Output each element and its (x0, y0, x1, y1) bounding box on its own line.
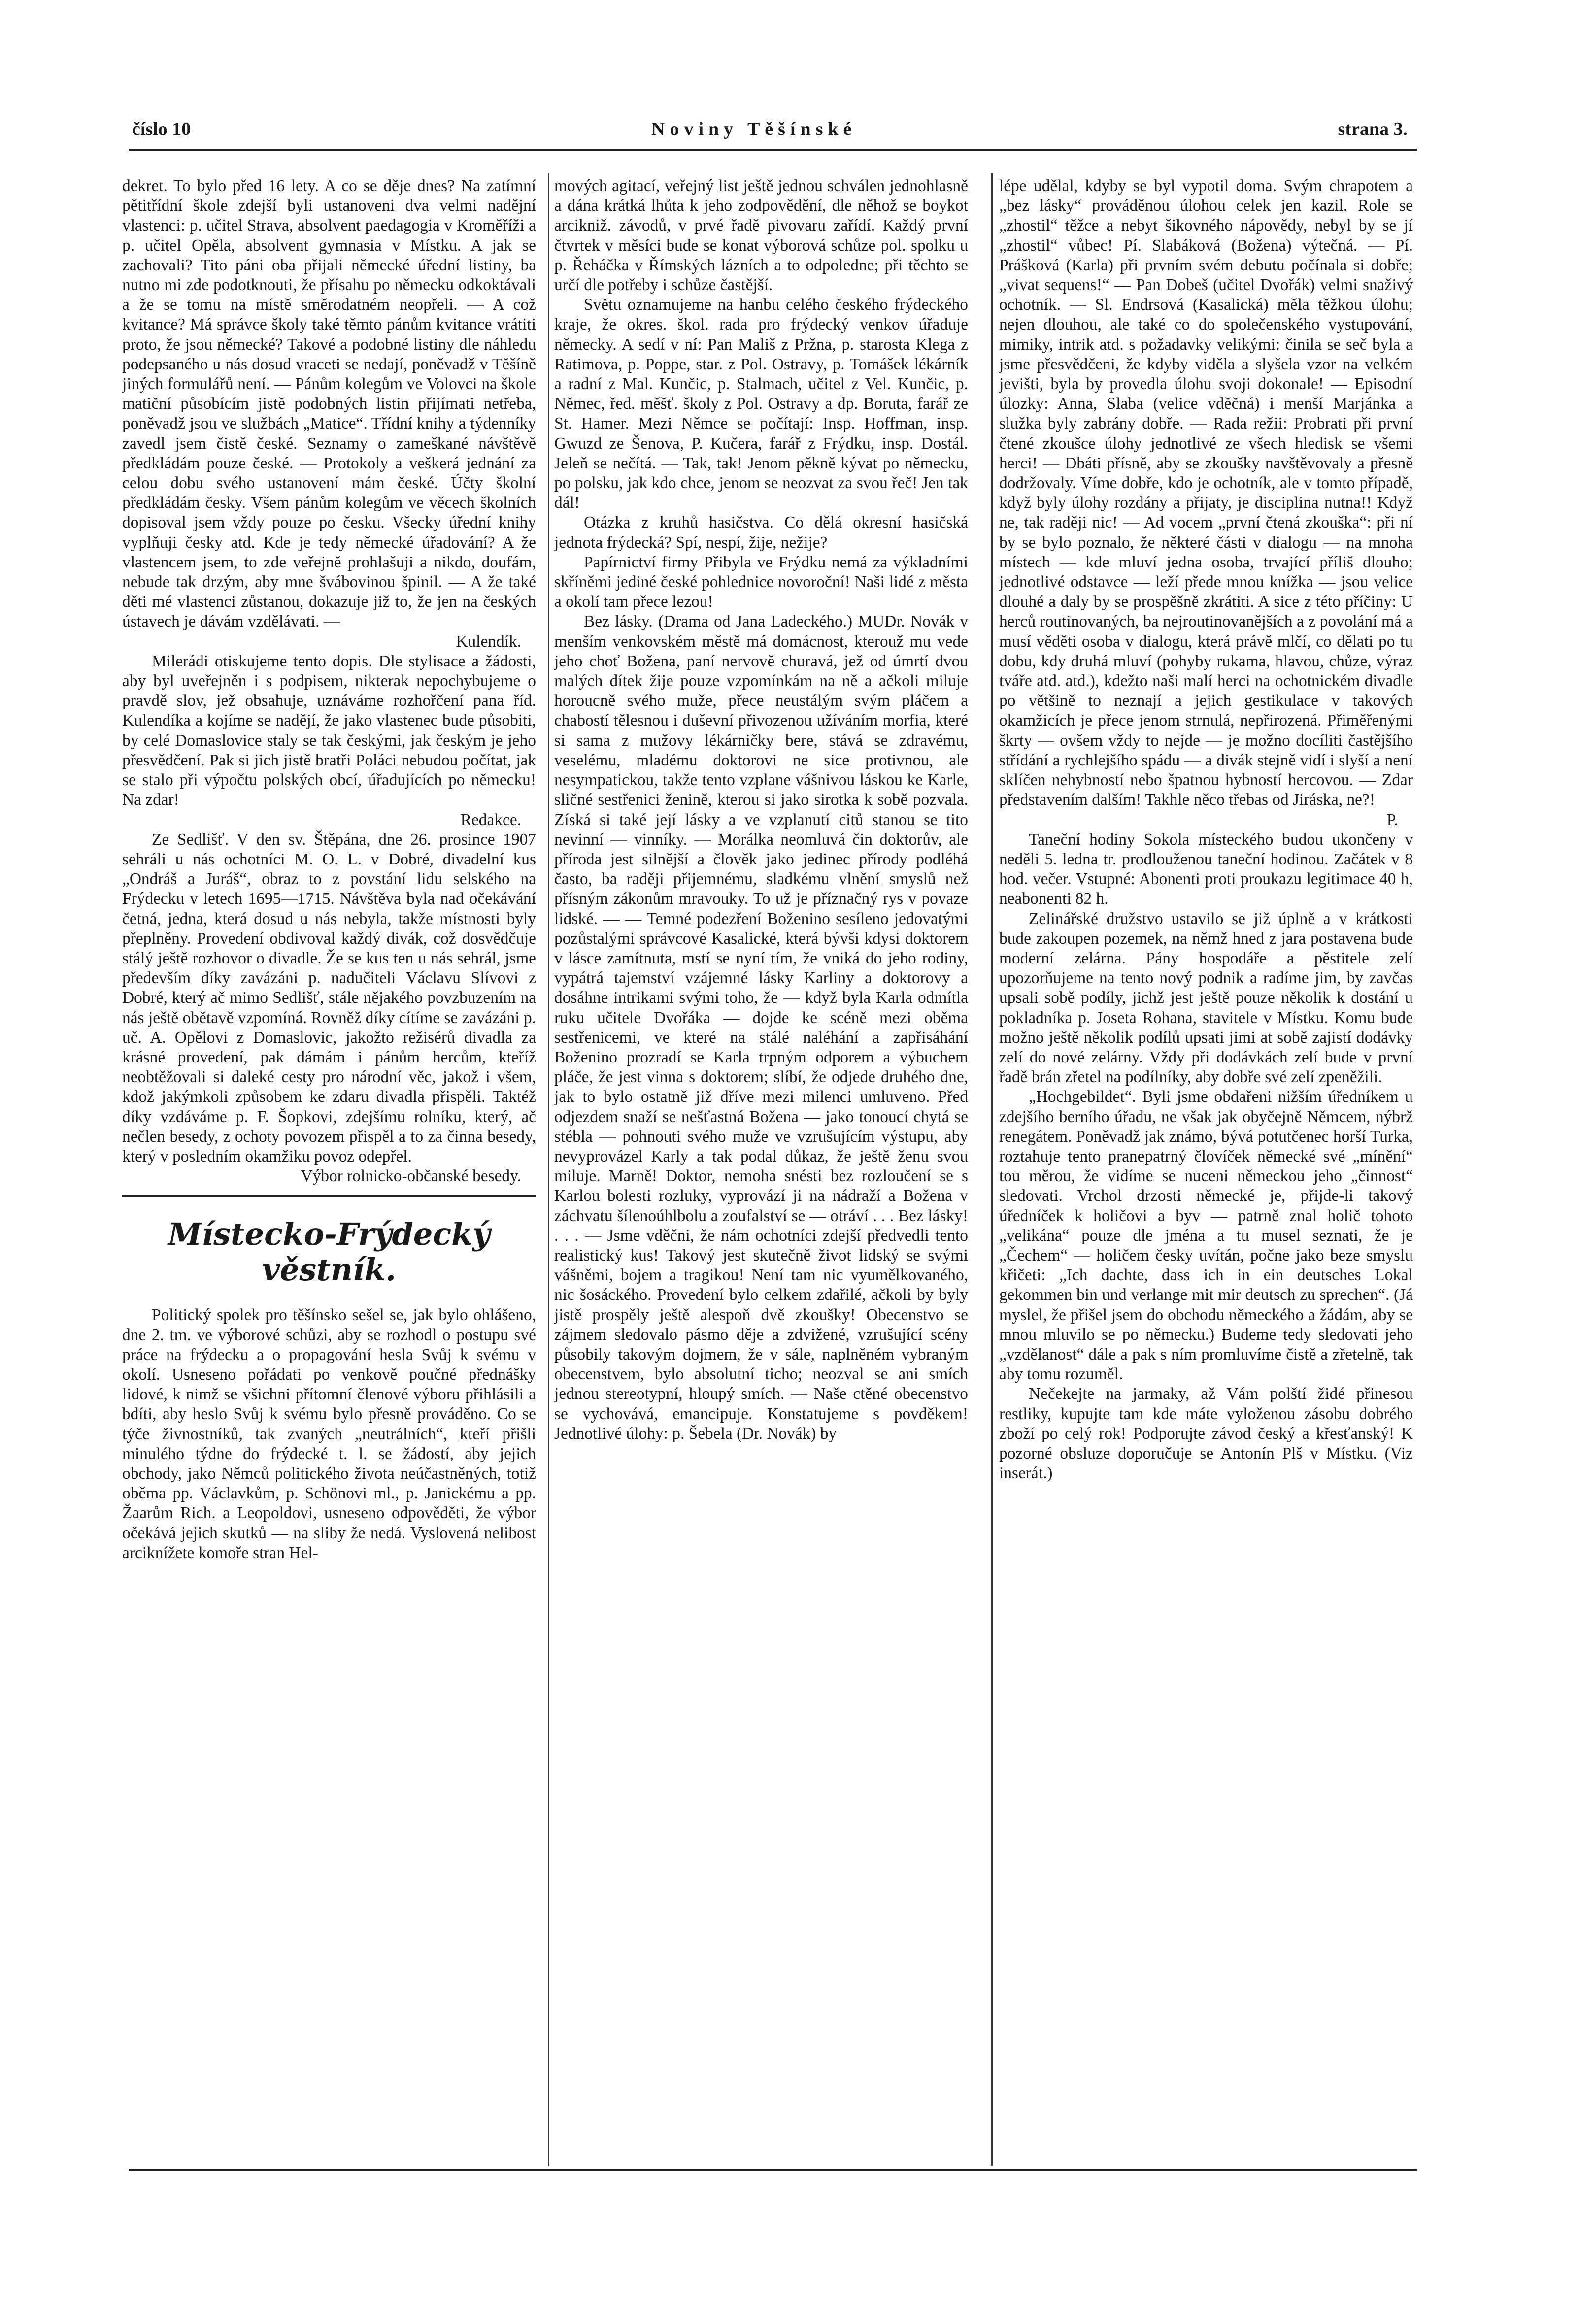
column-1 (122, 176, 536, 2166)
review-continuation: lépe udělal, kdyby se byl vypotil doma. Svým chrapotem a „bez lásky“ prováděnou úlohou celek jen kazil. Role se „zhostil“ těžce a nebyt šikovného nápovědy, nebyl by se jí „zhostil“ vůbec! Pí. Slabáková (Božena) výtečná. — Pí. Prášková (Karla) při prvním svém debutu počínala si dobře; „vivat sequens!“ — Pan Dobeš (učitel Dvořák) velmi snaživý ochotník. — Sl. Endrsová (Kasalická) měla těžkou úlohu; nejen dlouhou, ale také co do společenského vystupování, mimiky, intrik atd. s požadavky velikými: činila se seč byla a jsme přesvědčeni, že kdyby viděla a slyšela vzor na velkém jevišti, byla by provedla úlohu svoji dokonale! — Episodní úlozky: Anna, Slaba (velice vděčná) i menší Marjánka a služka byly zabrány dobře. — Rada režii: Probrati při první čtené zkoušce úlohy jednotlivé ze všech hledisk se všemi herci! — Dbáti přísně, aby se zkoušky navštěvovaly a přesně dodržovaly. Víme dobře, kdo je ochotník, ale v tomto případě, když byly úlohy rozdány a přijaty, je disciplina nutna!! Když ne, tak raději nic! — Ad vocem „první čtená zkouška“: při ní by se bylo poznalo, že některé části v dialogu — na mnoha místech — kde mluví jedna osoba, trvající příliš dlouho; jednotlivé odstavce — leží přede mnou knížka — jsou velice dlouhé a daly by se prospěšně zkrátiti. A sice z této příčiny: U herců routinovaných, ba nejroutinovanějších a z povolání má a musí věděti osoba v dialogu, která právě mlčí, co dělati po tu dobu, kdy druhá mluví (pohyby rukama, hlavou, chůze, výraz tváře atd. atd.), kdežto naši malí herci na ochotnickém divadle po většině to neznají a jejich gestikulace v takových okamžicích je přece jenom strnulá, nepřirozená. Přiměřenými škrty — ovšem vždy to nejde — je možno docíliti častějšího střídání a rychlejšího spádu — a divák stejně vidí i slyší a není sklíčen nehybností nebo špatnou hybností hercovou. — Zdar představením dalším! Takhle něco třebas od Jiráska, ne?! (999, 177, 1413, 809)
page-number: strana 3. (1338, 119, 1408, 139)
column-divider (548, 173, 549, 2166)
section-title: Místecko-Frýdecký věstník. (168, 1216, 491, 1288)
column-3 (999, 176, 1413, 1483)
article-skolni-rada: Světu oznamujeme na hanbu celého českého frýdeckého kraje, že okres. škol. rada pro frýdecký venkov úřaduje německy. A sedí v ní: Pan Mališ z Pržna, p. starosta Klega z Ratimova, p. Poppe, star. z Pol. Ostravy, p. Tomášek lékárník a radní z Mal. Kunčic, p. Stalmach, učitel z Vel. Kunčic, p. Němec, řed. měšť. školy z Pol. Ostravy a dp. Boruta, farář ze St. Hamer. Mezi Němce se počítají: Insp. Hoffman, insp. Gwuzd ze Šenova, P. Kučera, farář z Frýdku, insp. Dostál. Jeleň se nečítá. — Tak, tak! Jenom pěkně kývat po německu, po polsku, jak kdo chce, jenom se neozvat za svou řeč! Jen tak dál! (554, 296, 968, 512)
section-divider (122, 1195, 536, 1197)
article-zelinarske-druzstvo: Zelinářské družstvo ustavilo se již úplně a v krátkosti bude zakoupen pozemek, na němž hned z jara postavena bude moderní zelárna. Pány hospodáře a pěstitele zelí upozorňujeme na tento nový podnik a radíme jim, by zavčas upsali sobě podíly, jichž jest ještě pouze několik k dostání u pokladníka p. Joseta Rohana, stavitele v Místku. Komu bude možno ještě několik podílů upsati jimi at sobě zajistí dodávky zelí do nové zelárny. Vždy při dodávkách zelí bude v první řadě brán zřetel na podílníky, aby dobře své zelí zpeněžili. (999, 909, 1413, 1087)
issue-number: číslo 10 (132, 119, 191, 139)
page-header (129, 118, 1417, 151)
article-continuation: mových agitací, veřejný list ještě jednou schválen jednohlasně a dána krátká lhůta k jeho zodpovědění, dle něhož se boykot arcikniž. závodů, v prvé řadě pivovaru zařídí. Každý první čtvrtek v měsíci bude se konat výborová schůze pol. spolku u p. Řeháčka v Římských lázních a to odpoledne; při těchto se určí dle potřeby i schůze častější. (554, 177, 968, 295)
article-politicky-spolek: Politický spolek pro těšínsko sešel se, jak bylo ohlášeno, dne 2. tm. ve výborové schůzi, aby se rozhodl o postupu své práce na frýdecku a o propagování hesla Svůj k svému v okolí. Usneseno pořádati po venkově poučné přednášky lidové, k nimž se všichni přítomní členové výboru přihlásili a bdíti, aby heslo Svůj k svému bylo přesně prováděno. Co se týče živnostníků, tak zvaných „neutrálních“, kteří přišli minulého týdne do frýdecké t. l. se žádostí, aby jejich obchody, jako Němců politického života neúčastněných, totiž oběma pp. Václavkům, p. Schönovi ml., p. Janickému a pp. Žaarům Rich. a Leopoldovi, usneseno odpověděti, že výbor očekává jejich skutků — na sliby že nedá. Vyslovená nelibost arciknížete komoře stran Hel- (122, 1306, 536, 1562)
article-hochgebildet: „Hochgebildet“. Byli jsme obdařeni nižším úředníkem u zdejšího berního úřadu, ne však jak obyčejně Němcem, nýbrž renegátem. Poněvadž jak známo, bývá potutčenec horší Turka, roztahuje tento pranepatrný človíček německé své „mínění“ tou měrou, že vidíme se nuceni německou jeho „činnost“ sledovati. Vrchol drzosti německé je, přijde-li takový úředníček k holičovi a byv — patrně znal holič tohoto „velikána“ pouze dle jména a tu musel seznati, že je „Čechem“ — holičem česky uvítán, počne jako beze smyslu křičeti: „Ich dachte, dass ich in ein deutsches Lokal gekommen bin und verlange mit mir deutsch zu sprechen“. (Já myslel, že přišel jsem do obchodu německého a žádám, aby se mnou mluvilo se po německu.) Budeme tedy sledovati jeho „vzdělanost“ dále a pak s ním promluvíme čistě a zřetelně, tak aby tomu rozuměl. (999, 1088, 1413, 1384)
bottom-rule (129, 2169, 1417, 2171)
article-tanecni-hodiny: Taneční hodiny Sokola místeckého budou ukončeny v neděli 5. ledna tr. prodlouženou taneční hodinou. Začátek v 8 hod. večer. Vstupné: Abonenti proti proukazu legitimace 40 h, neabonenti 82 h. (999, 830, 1413, 908)
article-sedliste-signature: Výbor rolnicko-občanské besedy. (301, 1167, 521, 1186)
editorial-note: Milerádi otiskujeme tento dopis. Dle stylisace a žádosti, aby byl uveřejněn i s podpisem, nikterak nepochybujeme o pravdě slov, jež obsahuje, uznáváme rozhořčení pana říd. Kulendíka a kojíme se nadějí, že jako vlastenec bude působiti, by celé Domaslovice staly se tak českými, jak českým je jeho přesvědčení. Pak si jich jistě bratři Poláci nebudou počítat, jak se stalo při výpočtu polských obcí, úřadujících po německu! Na zdar! (122, 652, 536, 809)
article-bez-lasky: Bez lásky. (Drama od Jana Ladeckého.) MUDr. Novák v menším venkovském městě má domácnost, kterouž mu vede jeho choť Božena, paní nervově churavá, jež od úmrtí dvou malých dítek žije pouze vzpomínkám na ně a ačkoli miluje horoucně svého muže, přece neustálým svým pláčem a chabostí tělesnou i duševní přivozenou užíváním morfia, které si sama z mužovy lékárničky bere, stává se zdravému, veselému, mladému doktorovi ne sice protivnou, ale nesympatickou, takže tento vzplane vášnivou láskou ke Karle, sličné sestřenici ženině, kterou si jako sirotka k sobě pozvala. Získá si také její lásky a ve vzplanutí citů stanou se tito nevinní — vinníky. — Morálka neomluvá čin doktorův, ale příroda jest silnější a člověk jako jedinec přírody podléhá často, ba raději přijemnému, sladkému vlnění smyslů než přísným zákonům mravouky. To už je příznačný rys v povaze lidské. — — Temné podezření Boženino sesíleno jedovatými pozůstalými správcové Kasalické, která bývši kdysi doktorem v lásce zamítnuta, mstí se nyní tím, že vniká do jeho rodiny, vypátrá tajemství vzájemné lásky Karliny a doktorovy a dosáhne intrikami svými toho, že — když byla Karla odmítla ruku učitele Dvořáka — dojde ke scéně mezi oběma sestřenicemi, ve které na stálé naléhání a zapřisáhání Boženino prozradí se Karla trpným odporem a výbuchem pláče, že jest vinna s doktorem; slíbí, že odjede druhého dne, jak to bylo ostatně již dříve mezi milenci umluveno. Před odjezdem snaží se nešťastná Božena — jako tonoucí chytá se stébla — pohnouti svého muže ve vzrušujícím výstupu, aby nevyprovázel Karly a tak podal důkaz, že ještě ženu svou miluje. Marně! Doktor, nemoha snésti bez rozloučení se s Karlou bolesti rozluky, vyprovází ji na nádraží a Božena v záchvatu šílenoúhlbolu a zoufalství se — otráví . . . Bez lásky! . . . — Jsme vděčni, že nám ochotníci zdejší předvedli tento realistický kus! Takový jest skutečně život lidský se svými vášněmi, bojem a tragikou! Není tam nic vyumělkovaného, nic šosáckého. Provedení bylo celkem zdařilé, ačkoli by byly jistě prospěly ještě alespoň dvě zkoušky! Obecenstvo se zájmem sledovalo pásmo děje a zdvižené, vzrušující scény působily takovým dojmem, že v sále, naplněném vybraným obecenstvem, bylo absolutní ticho; neozval se ani smích jednou stereotypní, hloupý smích. — Naše ctěné obecenstvo se vychovává, emancipuje. Konstatujeme s povděkem! Jednotlivé úlohy: p. Šebela (Dr. Novák) by (554, 612, 968, 1443)
advertisement-text: Nečekejte na jarmaky, až Vám polští židé přinesou restliky, kupujte tam kde máte vyloženou zásobu dobrého zboží po celý rok! Podporujte závod český a křesťanský! K pozorné obsluze doporučuje se Antonín Plš v Místku. (Viz inserát.) (999, 1385, 1413, 1483)
letter-signature: Kulendík. (456, 632, 521, 651)
newspaper-title: Noviny Těšínské (651, 119, 857, 139)
review-signature: P. (1386, 810, 1398, 829)
editorial-signature: Redakce. (460, 810, 521, 829)
article-sedliste: Ze Sedlišť. V den sv. Štěpána, dne 26. prosince 1907 sehráli u nás ochotníci M. O. L. v Dobré, divadelní kus „Ondráš a Juráš“, obraz to z povstání lidu selského na Frýdecku v letech 1695—1715. Návštěva byla nad očekávání četná, jedna, která dosud u nás nebyla, takže místnosti byly přeplněny. Provedení obdivoval každý divák, což dosvědčuje stálý ještě rozhovor o divadle. Že se kus ten u nás sehrál, jsme především díky zavázáni p. nadučiteli Václavu Slívovi z Dobré, který ač mimo Sedlišť, stále nějakého povzbuzením na nás ještě obětavě vzpomíná. Rovněž díky cítíme se zavázáni p. uč. A. Opělovi z Domaslovic, jakožto režisérů divadla za krásné provedení, pak dámám i pánům hercům, kteříž neobtěžovali si daleké cesty pro národní věc, jakož i všem, kdož jakýmkoli způsobem ke zdaru divadla přispěli. Taktéž díky vzdáváme p. F. Šopkovi, zdejšímu rolníku, který, ač nečlen besedy, z ochoty povozem přispěl a to za činna besedy, který v posledním okamžiku povoz odepřel. (122, 830, 536, 1165)
article-papirnictvi: Papírnictví firmy Přibyla ve Frýdku nemá za výkladními skříněmi jediné české pohlednice novoroční! Naši lidé z města a okolí tam přece lezou! (554, 553, 968, 611)
column-divider (991, 173, 993, 2166)
column-2 (554, 176, 968, 2166)
letter-text: dekret. To bylo před 16 lety. A co se děje dnes? Na zatímní pětitřídní škole zdejší byli ustanoveni dva velmi nadějní vlastenci: p. učitel Strava, absolvent paedagogia v Kroměříži a p. učitel Opěla, absolvent gymnasia v Místku. A jak se zachovali? Tito páni oba přijali německé úřední listiny, ba nutno mi zde podotknouti, že přísahu po německu odkoktávali a že se tomu na místě směrodatném neopřeli. — A což kvitance? Má správce školy také těmto pánům kvitance vrátiti proto, že jsou německé? Takové a podobné listiny dle náhledu podepsaného u nás dosud vraceti se nedají, poněvadž v Těšíně jiných formulářů není. — Pánům kolegům ve Volovci na škole matiční působícím jistě podobných listin přijímati netřeba, poněvadž jsou ve službách „Matice“. Třídní knihy a týdenníky zavedl jsem čistě české. Seznamy o zameškané návštěvě předkládám pouze české. — Protokoly a veškerá jednání za celou dobu svého ustanovení mám české. Účty školní předkládám česky. Všem pánům kolegům ve věcech školních dopisoval jsem vždy pouze po česku. Všecky úřední knihy vyplňuji česky atd. Kde je tedy německé úřadování? A že vlastencem jsem, to zde veřejně prohlašuji a nikdo, doufám, nebude tak drzým, aby mne švábovinou špinil. — A že také děti mé vlastenci zůstanou, dokazuje již to, že jen na českých ústavech je dávám vzdělávati. — (122, 177, 536, 631)
article-hasicstvo: Otázka z kruhů hasičstva. Co dělá okresní hasičská jednota frýdecká? Spí, nespí, žije, nežije? (554, 513, 968, 552)
